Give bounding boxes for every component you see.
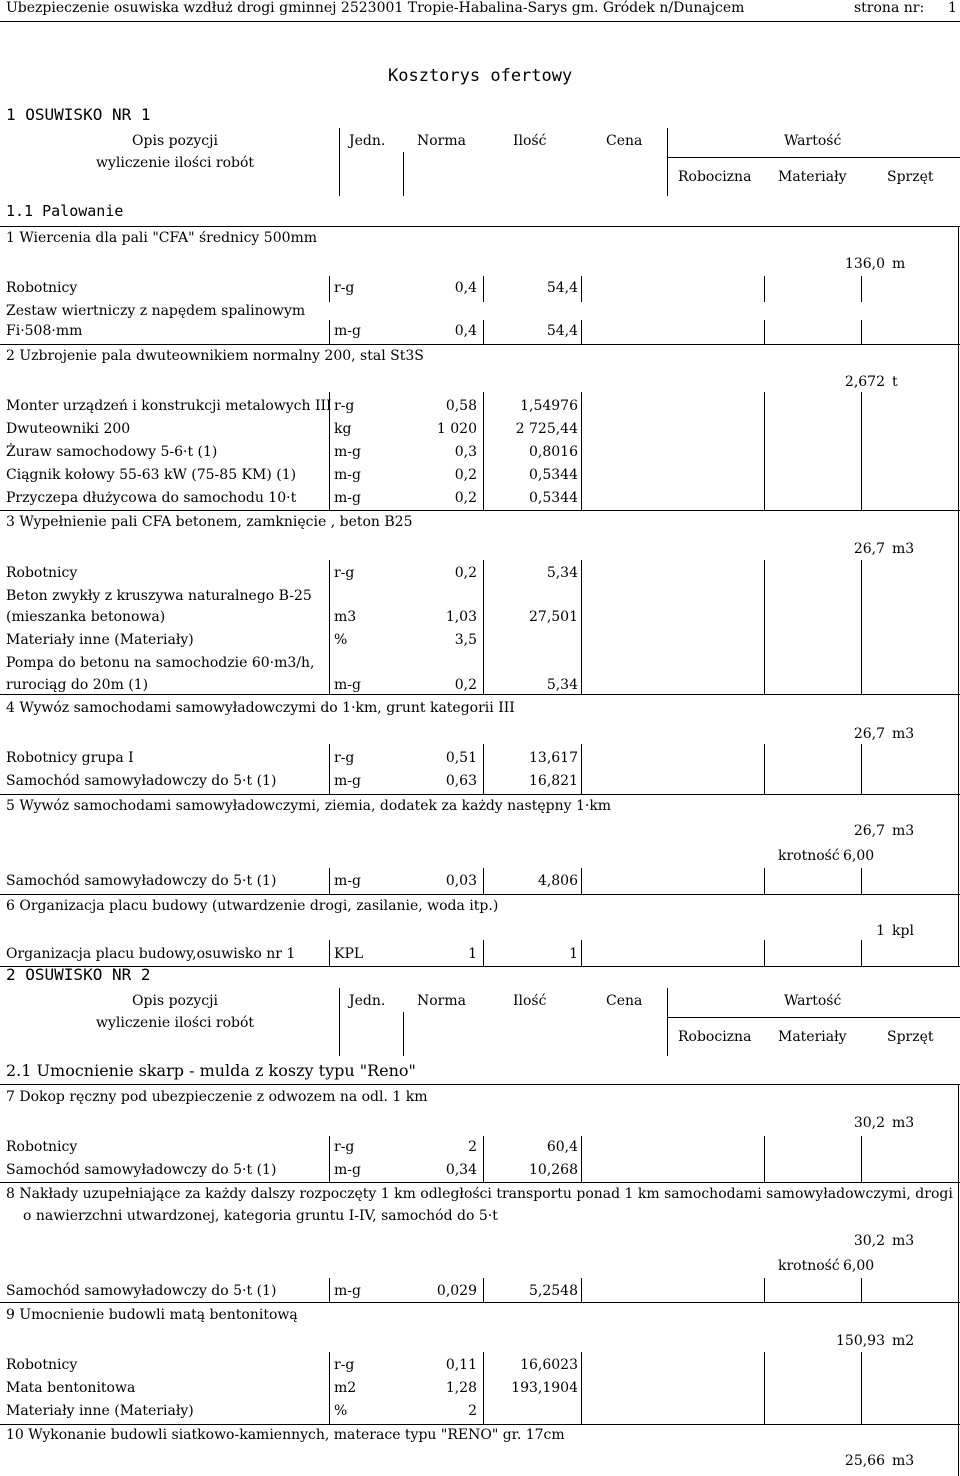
- col-cena: Cena: [606, 993, 643, 1009]
- resource-quantity: 54,4: [546, 323, 578, 339]
- header-divider: [403, 152, 404, 196]
- resource-name: Materiały inne (Materiały): [6, 632, 194, 648]
- cell-divider: [764, 276, 765, 302]
- row-rule: [0, 794, 960, 795]
- position-title: 5 Wywóz samochodami samowyładowczymi, ziemia, dodatek za każdy następny 1·km: [6, 798, 612, 814]
- resource-quantity: 0,5344: [529, 490, 578, 506]
- position-title: 4 Wywóz samochodami samowyładowczymi do 1·km, grunt kategorii III: [6, 700, 515, 716]
- resource-norm: 0,2: [454, 565, 477, 581]
- resource-quantity: 13,617: [529, 750, 578, 766]
- cell-divider: [581, 940, 582, 966]
- subsection-1-1: 1.1 Palowanie: [6, 202, 124, 220]
- cell-divider: [329, 320, 330, 344]
- cell-divider: [861, 320, 862, 344]
- position-title: 1 Wiercenia dla pali "CFA" średnicy 500mm: [6, 230, 318, 246]
- cell-divider: [861, 392, 862, 510]
- cell-divider: [581, 1136, 582, 1182]
- cell-divider: [861, 940, 862, 966]
- resource-name: Samochód samowyładowczy do 5·t (1): [6, 873, 277, 889]
- col-jedn: Jedn.: [349, 133, 386, 149]
- cell-divider: [483, 940, 484, 966]
- col-robocizna: Robocizna: [678, 169, 752, 185]
- resource-norm: 1,03: [445, 609, 477, 625]
- cell-divider: [581, 744, 582, 794]
- resource-name-cont: (mieszanka betonowa): [6, 609, 166, 625]
- multiplier-value: 6,00: [843, 848, 875, 864]
- resource-name: Pompa do betonu na samochodzie 60·m3/h,: [6, 655, 315, 671]
- cell-divider: [483, 320, 484, 344]
- col-materialy: Materiały: [778, 1029, 847, 1045]
- position-unit: m3: [892, 1115, 915, 1131]
- resource-name: Monter urządzeń i konstrukcji metalowych III: [6, 398, 332, 414]
- cell-divider: [764, 560, 765, 694]
- position-title-cont: o nawierzchni utwardzonej, kategoria gruntu I-IV, samochód do 5·t: [23, 1208, 498, 1224]
- cell-divider: [329, 940, 330, 966]
- position-title: 9 Umocnienie budowli matą bentonitową: [6, 1307, 298, 1323]
- table-right-border: [958, 1084, 959, 1476]
- position-unit: kpl: [892, 923, 914, 939]
- resource-unit: m-g: [334, 323, 361, 339]
- row-rule: [0, 694, 960, 695]
- position-unit: m3: [892, 726, 915, 742]
- resource-quantity: 10,268: [529, 1162, 578, 1178]
- resource-name: Robotnicy grupa I: [6, 750, 134, 766]
- resource-unit: r-g: [334, 398, 355, 414]
- resource-norm: 0,34: [445, 1162, 477, 1178]
- resource-name: Ciągnik kołowy 55-63 kW (75-85 KM) (1): [6, 467, 297, 483]
- resource-norm: 0,4: [454, 323, 477, 339]
- resource-name: Robotnicy: [6, 565, 78, 581]
- position-unit: m: [892, 256, 906, 272]
- resource-quantity: 54,4: [546, 280, 578, 296]
- col-norma: Norma: [417, 133, 466, 149]
- position-unit: m2: [892, 1333, 915, 1349]
- header-divider: [667, 157, 960, 158]
- position-quantity: 26,7: [853, 823, 885, 839]
- resource-quantity: 2 725,44: [515, 421, 578, 437]
- header-divider: [667, 988, 668, 1056]
- col-wartosc: Wartość: [784, 993, 842, 1009]
- resource-norm: 2: [468, 1403, 477, 1419]
- resource-name: Robotnicy: [6, 1357, 78, 1373]
- resource-unit: m3: [334, 609, 357, 625]
- col-ilosc: Ilość: [513, 133, 547, 149]
- resource-unit: kg: [334, 421, 352, 437]
- cell-divider: [329, 868, 330, 894]
- resource-unit: m-g: [334, 677, 361, 693]
- header-divider: [339, 988, 340, 1056]
- resource-name-cont: Fi·508·mm: [6, 323, 83, 339]
- multiplier-label: krotność: [778, 848, 840, 864]
- cell-divider: [329, 1352, 330, 1424]
- row-rule: [0, 344, 960, 345]
- cell-divider: [483, 1278, 484, 1302]
- col-cena: Cena: [606, 133, 643, 149]
- resource-norm: 1 020: [436, 421, 477, 437]
- resource-unit: r-g: [334, 280, 355, 296]
- cell-divider: [581, 320, 582, 344]
- position-title: 8 Nakłady uzupełniające za każdy dalszy rozpoczęty 1 km odległości transportu ponad 1 km samochodami samowyładowczymi, drogi: [6, 1186, 953, 1202]
- position-title: 6 Organizacja placu budowy (utwardzenie drogi, zasilanie, woda itp.): [6, 898, 499, 914]
- cell-divider: [483, 560, 484, 694]
- position-unit: m3: [892, 1233, 915, 1249]
- multiplier-value: 6,00: [843, 1258, 875, 1274]
- position-title: 2 Uzbrojenie pala dwuteownikiem normalny 200, stal St3S: [6, 348, 424, 364]
- resource-unit: KPL: [334, 946, 364, 962]
- resource-unit: r-g: [334, 1357, 355, 1373]
- resource-name: Robotnicy: [6, 1139, 78, 1155]
- header-rule: [0, 21, 960, 22]
- cell-divider: [764, 868, 765, 894]
- resource-unit: r-g: [334, 750, 355, 766]
- resource-norm: 2: [468, 1139, 477, 1155]
- cell-divider: [861, 744, 862, 794]
- col-jedn: Jedn.: [349, 993, 386, 1009]
- row-rule: [0, 894, 960, 895]
- cell-divider: [483, 1352, 484, 1424]
- position-quantity: 30,2: [853, 1115, 885, 1131]
- resource-norm: 0,58: [445, 398, 477, 414]
- cell-divider: [764, 392, 765, 510]
- cell-divider: [581, 560, 582, 694]
- position-quantity: 25,66: [844, 1453, 885, 1469]
- cell-divider: [861, 868, 862, 894]
- resource-name: Organizacja placu budowy,osuwisko nr 1: [6, 946, 296, 962]
- row-rule: [0, 510, 960, 511]
- position-quantity: 136,0: [844, 256, 885, 272]
- resource-name: Żuraw samochodowy 5-6·t (1): [6, 444, 218, 460]
- col-materialy: Materiały: [778, 169, 847, 185]
- resource-unit: m-g: [334, 873, 361, 889]
- col-wyliczenie: wyliczenie ilości robót: [95, 1015, 255, 1031]
- position-quantity: 1: [876, 923, 885, 939]
- resource-name: Mata bentonitowa: [6, 1380, 136, 1396]
- resource-unit: m2: [334, 1380, 357, 1396]
- position-quantity: 30,2: [853, 1233, 885, 1249]
- cell-divider: [483, 1136, 484, 1182]
- header-divider: [667, 128, 668, 196]
- resource-unit: m-g: [334, 1162, 361, 1178]
- resource-name: Zestaw wiertniczy z napędem spalinowym: [6, 303, 306, 319]
- cell-divider: [861, 276, 862, 302]
- col-wartosc: Wartość: [784, 133, 842, 149]
- cell-divider: [581, 868, 582, 894]
- doc-title: Kosztorys ofertowy: [388, 66, 573, 86]
- resource-norm: 0,2: [454, 677, 477, 693]
- cell-divider: [764, 1352, 765, 1424]
- cell-divider: [329, 276, 330, 302]
- resource-name: Samochód samowyładowczy do 5·t (1): [6, 1283, 277, 1299]
- resource-unit: m-g: [334, 773, 361, 789]
- cell-divider: [861, 560, 862, 694]
- header-divider: [403, 1012, 404, 1056]
- resource-norm: 0,63: [445, 773, 477, 789]
- resource-name-cont: rurociąg do 20m (1): [6, 677, 149, 693]
- resource-norm: 0,4: [454, 280, 477, 296]
- resource-norm: 0,3: [454, 444, 477, 460]
- resource-unit: %: [334, 1403, 348, 1419]
- resource-quantity: 16,6023: [520, 1357, 578, 1373]
- col-sprzet: Sprzęt: [887, 1029, 934, 1045]
- col-ilosc: Ilość: [513, 993, 547, 1009]
- resource-norm: 3,5: [454, 632, 477, 648]
- cell-divider: [483, 276, 484, 302]
- cell-divider: [329, 1278, 330, 1302]
- header-divider: [667, 1017, 960, 1018]
- position-quantity: 26,7: [853, 541, 885, 557]
- cell-divider: [581, 276, 582, 302]
- resource-unit: m-g: [334, 1283, 361, 1299]
- resource-quantity: 0,5344: [529, 467, 578, 483]
- position-unit: m3: [892, 1453, 915, 1469]
- resource-unit: m-g: [334, 467, 361, 483]
- cell-divider: [764, 1278, 765, 1302]
- resource-quantity: 4,806: [537, 873, 578, 889]
- resource-norm: 0,2: [454, 490, 477, 506]
- position-title: 3 Wypełnienie pali CFA betonem, zamknięcie , beton B25: [6, 514, 413, 530]
- resource-name: Beton zwykły z kruszywa naturalnego B-25: [6, 588, 312, 604]
- cell-divider: [581, 1352, 582, 1424]
- cell-divider: [483, 868, 484, 894]
- resource-quantity: 5,34: [546, 677, 578, 693]
- cell-divider: [581, 1278, 582, 1302]
- page-number: 1: [948, 0, 957, 16]
- resource-name: Samochód samowyładowczy do 5·t (1): [6, 773, 277, 789]
- resource-quantity: 1: [569, 946, 578, 962]
- resource-norm: 0,029: [436, 1283, 477, 1299]
- cell-divider: [764, 940, 765, 966]
- resource-unit: r-g: [334, 1139, 355, 1155]
- resource-quantity: 60,4: [546, 1139, 578, 1155]
- resource-name: Dwuteowniki 200: [6, 421, 131, 437]
- position-unit: m3: [892, 823, 915, 839]
- position-quantity: 150,93: [836, 1333, 885, 1349]
- section-1-heading: 1 OSUWISKO NR 1: [6, 105, 151, 124]
- cell-divider: [329, 1136, 330, 1182]
- row-rule: [0, 1084, 960, 1085]
- position-unit: t: [892, 374, 898, 390]
- resource-quantity: 16,821: [529, 773, 578, 789]
- cell-divider: [329, 744, 330, 794]
- position-title: 7 Dokop ręczny pod ubezpieczenie z odwozem na odl. 1 km: [6, 1089, 428, 1105]
- cell-divider: [861, 1136, 862, 1182]
- resource-unit: %: [334, 632, 348, 648]
- resource-norm: 1: [468, 946, 477, 962]
- cell-divider: [581, 392, 582, 510]
- resource-quantity: 193,1904: [511, 1380, 578, 1396]
- col-robocizna: Robocizna: [678, 1029, 752, 1045]
- document-header-title: Ubezpieczenie osuwiska wzdłuż drogi gminnej 2523001 Tropie-Habalina-Sarys gm. Gródek n/Dunajcem: [6, 0, 745, 16]
- resource-quantity: 5,34: [546, 565, 578, 581]
- position-quantity: 26,7: [853, 726, 885, 742]
- col-norma: Norma: [417, 993, 466, 1009]
- resource-norm: 0,2: [454, 467, 477, 483]
- resource-norm: 0,51: [445, 750, 477, 766]
- resource-unit: m-g: [334, 490, 361, 506]
- cell-divider: [861, 1352, 862, 1424]
- row-rule: [0, 1424, 960, 1425]
- resource-name: Samochód samowyładowczy do 5·t (1): [6, 1162, 277, 1178]
- col-opis: Opis pozycji: [132, 133, 218, 149]
- resource-norm: 0,03: [445, 873, 477, 889]
- cell-divider: [764, 744, 765, 794]
- resource-name: Materiały inne (Materiały): [6, 1403, 194, 1419]
- resource-norm: 1,28: [445, 1380, 477, 1396]
- col-sprzet: Sprzęt: [887, 169, 934, 185]
- section-2-heading: 2 OSUWISKO NR 2: [6, 965, 151, 984]
- position-title: 10 Wykonanie budowli siatkowo-kamiennych, materace typu "RENO" gr. 17cm: [6, 1427, 565, 1443]
- header-divider: [339, 128, 340, 196]
- multiplier-label: krotność: [778, 1258, 840, 1274]
- table-right-border: [958, 226, 959, 966]
- position-quantity: 2,672: [844, 374, 885, 390]
- resource-name: Przyczepa dłużycowa do samochodu 10·t: [6, 490, 297, 506]
- cell-divider: [329, 560, 330, 694]
- resource-name: Robotnicy: [6, 280, 78, 296]
- page-number-label: strona nr:: [854, 0, 925, 16]
- subsection-2-1: 2.1 Umocnienie skarp - mulda z koszy typu "Reno": [6, 1061, 416, 1080]
- col-wyliczenie: wyliczenie ilości robót: [95, 155, 255, 171]
- resource-norm: 0,11: [445, 1357, 477, 1373]
- row-rule: [0, 226, 960, 227]
- resource-quantity: 5,2548: [529, 1283, 578, 1299]
- resource-quantity: 1,54976: [520, 398, 578, 414]
- resource-unit: r-g: [334, 565, 355, 581]
- row-rule: [0, 1302, 960, 1303]
- cell-divider: [483, 392, 484, 510]
- cell-divider: [483, 744, 484, 794]
- row-rule: [0, 1182, 960, 1183]
- cell-divider: [861, 1278, 862, 1302]
- cell-divider: [764, 320, 765, 344]
- position-unit: m3: [892, 541, 915, 557]
- resource-quantity: 27,501: [529, 609, 578, 625]
- cell-divider: [764, 1136, 765, 1182]
- resource-unit: m-g: [334, 444, 361, 460]
- col-opis: Opis pozycji: [132, 993, 218, 1009]
- resource-quantity: 0,8016: [529, 444, 578, 460]
